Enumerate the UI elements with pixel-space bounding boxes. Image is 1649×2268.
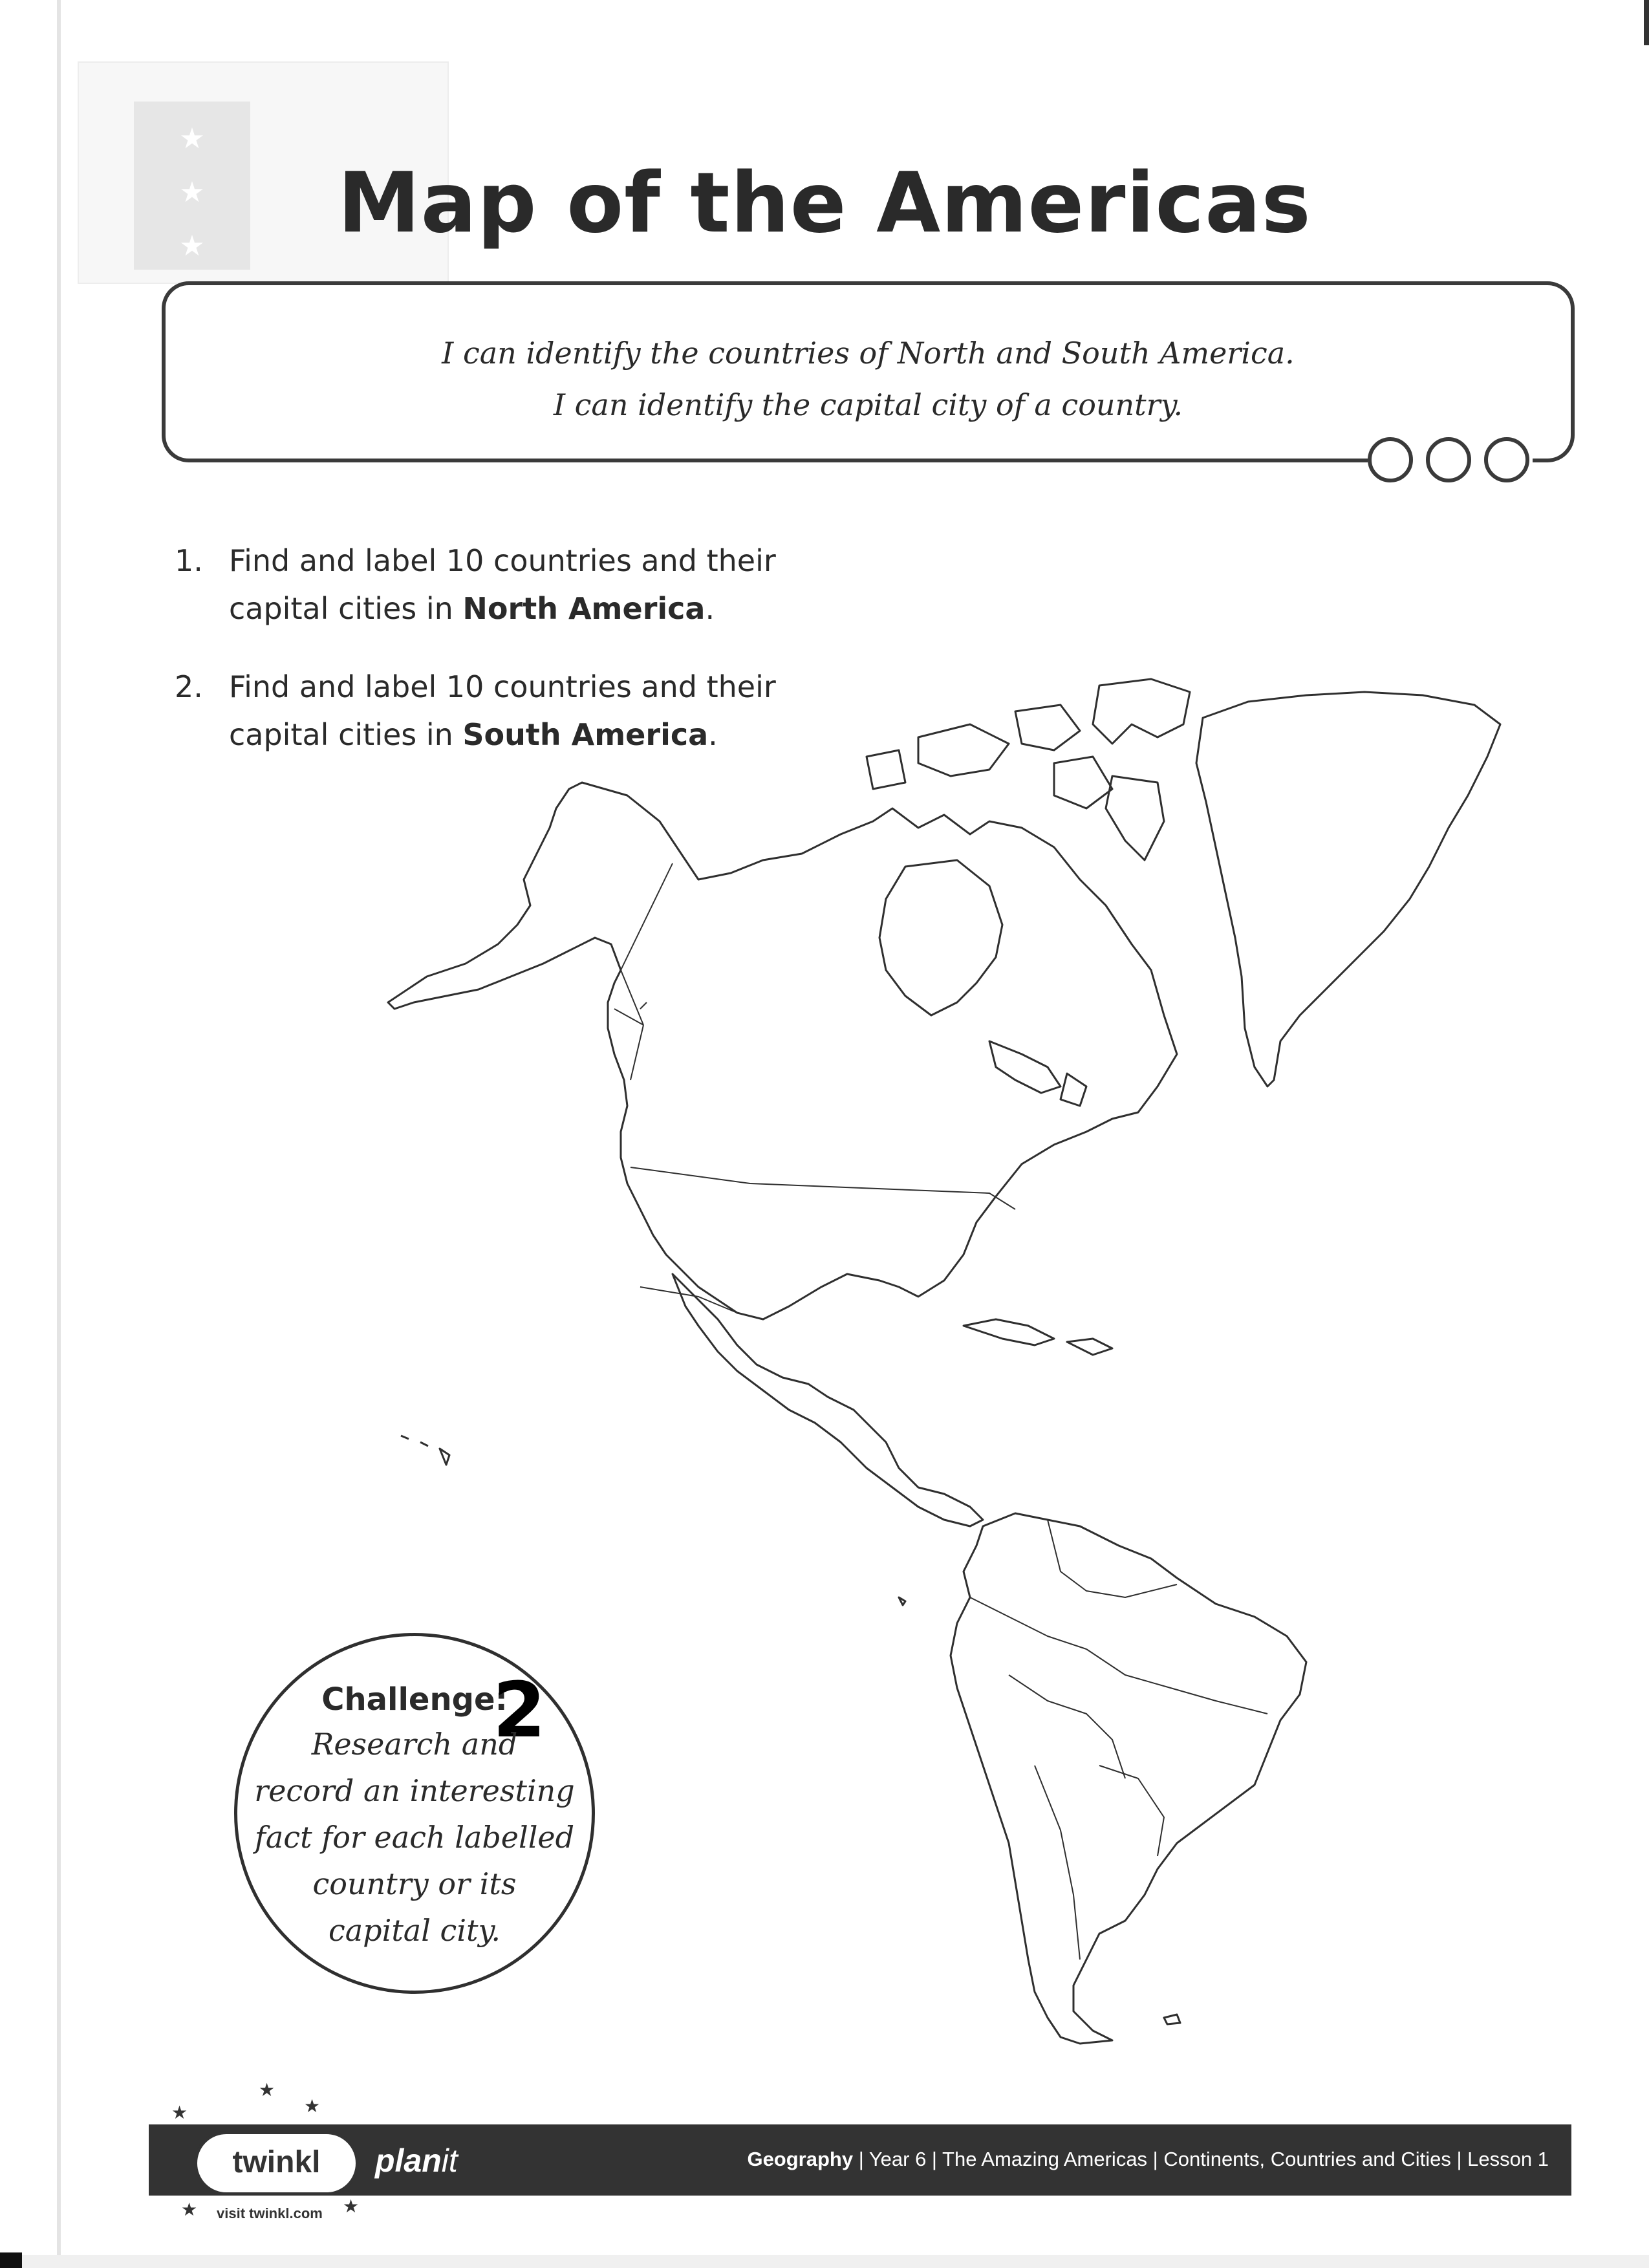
challenge-line: fact for each labelled xyxy=(254,1820,575,1855)
challenge-line: record an interesting xyxy=(254,1773,575,1808)
learning-objectives-box xyxy=(162,281,1575,462)
task-number: 2. xyxy=(175,669,203,704)
sa-border-1 xyxy=(1048,1520,1177,1597)
alaska-canada-meridian xyxy=(640,1002,647,1009)
task-line: capital cities in North America. xyxy=(229,591,715,626)
north-america-outline xyxy=(388,783,1177,1319)
star-icon: ★ xyxy=(181,2199,198,2220)
challenge-circle xyxy=(234,1633,595,1994)
footer-bar xyxy=(149,2124,1571,2196)
cuba-outline xyxy=(964,1319,1054,1345)
sa-border-2 xyxy=(970,1597,1086,1649)
scan-edge xyxy=(0,2255,1649,2268)
challenge-title: Challenge: xyxy=(321,1681,508,1718)
alaska-canada-border xyxy=(614,1009,643,1025)
page-edge xyxy=(57,0,61,2268)
south-america-outline xyxy=(951,1513,1306,2044)
scan-corner xyxy=(0,2252,22,2268)
twinkl-logo[interactable]: twinkl xyxy=(194,2131,359,2196)
task-number: 1. xyxy=(175,543,203,578)
sa-border-6 xyxy=(1086,1649,1267,1714)
galapagos-outline xyxy=(899,1597,905,1605)
greenland-outline xyxy=(1196,692,1500,1086)
page-title: Map of the Americas xyxy=(338,155,1311,252)
falklands-outline xyxy=(1164,2014,1180,2024)
star-icon: ★ xyxy=(304,2095,321,2117)
sa-border-4 xyxy=(1035,1766,1080,1960)
star-icon: ★ xyxy=(343,2196,360,2217)
challenge-line: country or its xyxy=(312,1866,517,1901)
footer-breadcrumb xyxy=(747,2148,1549,2171)
scan-artifact xyxy=(1644,0,1649,45)
task-region: North America xyxy=(462,591,706,626)
sa-border-3 xyxy=(1009,1675,1125,1778)
three-circles-icon xyxy=(1368,435,1533,489)
sa-border-5 xyxy=(1099,1766,1164,1856)
alaska-canada-border-main xyxy=(621,970,643,1025)
hispaniola-outline xyxy=(1067,1339,1112,1355)
us-canada-border xyxy=(630,1167,1015,1209)
challenge-line: Research and xyxy=(311,1727,518,1762)
star-icon: ★ xyxy=(259,2079,275,2101)
planit-logo: planit xyxy=(375,2143,458,2179)
task-line: Find and label 10 countries and their xyxy=(229,669,776,704)
footer-subject: Geography xyxy=(747,2148,854,2170)
objective-2: I can identify the capital city of a country. xyxy=(553,387,1183,422)
objective-1: I can identify the countries of North and South America. xyxy=(442,336,1295,371)
central-america-outline xyxy=(673,1274,983,1526)
handwritten-number: 2 xyxy=(493,1665,546,1755)
challenge-line: capital city. xyxy=(328,1913,501,1948)
arctic-islands-outline xyxy=(867,679,1190,860)
great-lakes-outline xyxy=(989,1041,1086,1106)
footer-path: | Year 6 | The Amazing Americas | Continents, Countries and Cities | Lesson 1 xyxy=(853,2148,1549,2170)
alaska-border-line xyxy=(630,1025,643,1080)
star-icon: ★ xyxy=(171,2102,188,2123)
task-line: capital cities in South America. xyxy=(229,717,718,752)
visit-link[interactable]: visit twinkl.com xyxy=(217,2205,323,2221)
alaska-boundary xyxy=(621,863,673,970)
task-region: South America xyxy=(462,717,709,752)
hudson-bay-outline xyxy=(879,860,1002,1015)
hawaii-outline xyxy=(401,1436,449,1465)
star-ribbon: ★ ★ ★ xyxy=(134,102,250,270)
task-line: Find and label 10 countries and their xyxy=(229,543,776,578)
